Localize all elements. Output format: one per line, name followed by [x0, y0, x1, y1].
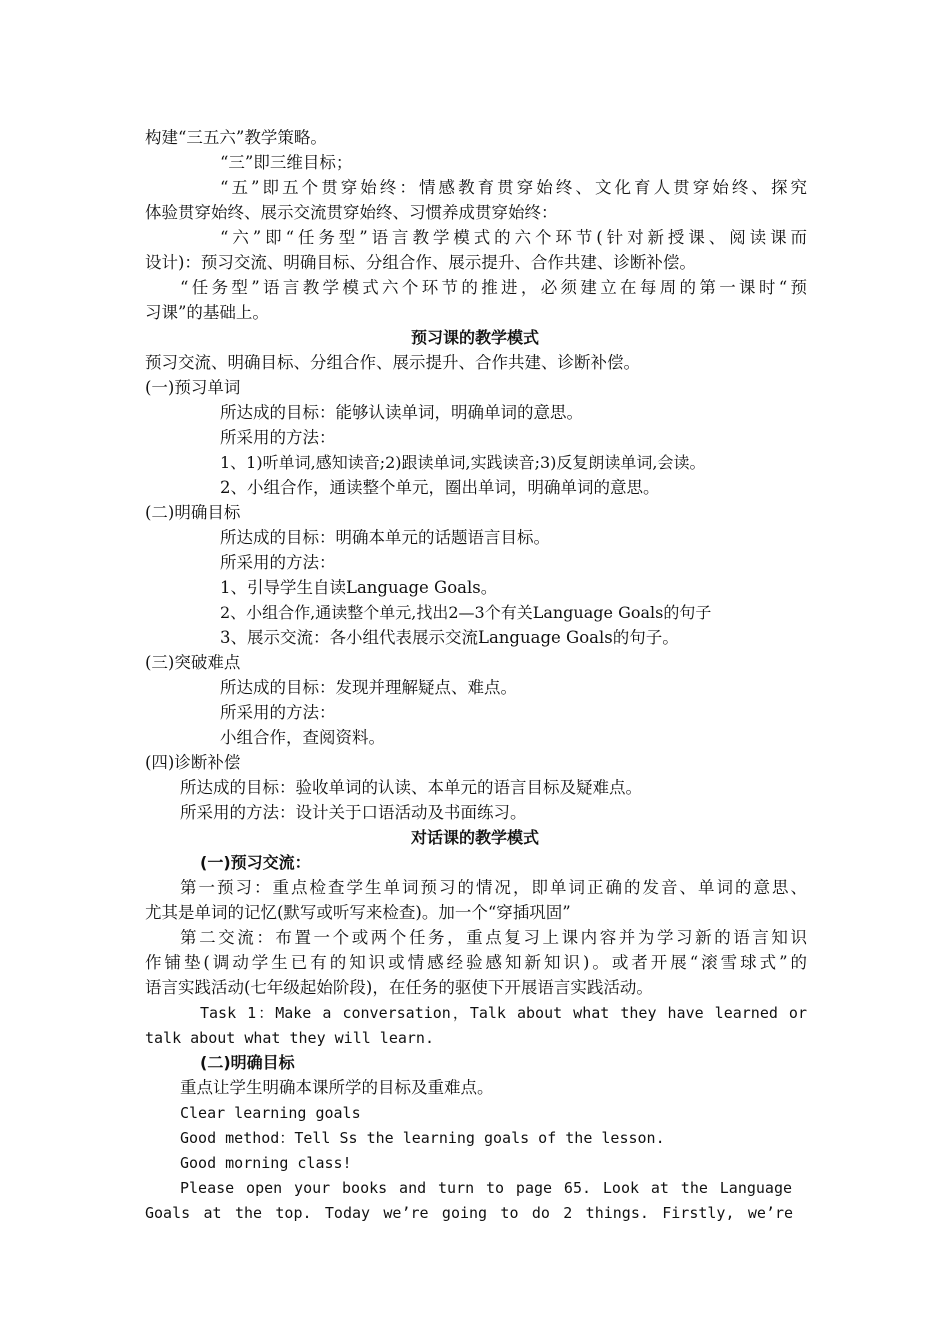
text-line: Good morning class! — [180, 1154, 352, 1172]
text-line: Good method：Tell Ss the learning goals of the lesson. — [180, 1129, 665, 1147]
subsection-title: (四)诊断补偿 — [145, 753, 241, 772]
text-line: 所采用的方法：设计关于口语活动及书面练习。 — [180, 803, 527, 822]
list-item: 3、展示交流：各小组代表展示交流Language Goals的句子。 — [220, 628, 679, 647]
text-line: 所达成的目标：发现并理解疑点、难点。 — [220, 678, 517, 697]
text-line: 所采用的方法： — [220, 553, 336, 572]
text-line: 习课”的基础上。 — [145, 303, 269, 322]
text-line: 重点让学生明确本课所学的目标及重难点。 — [180, 1078, 494, 1097]
text-line: Please open your books and turn to page 65. Look at the Language — [180, 1179, 792, 1197]
text-line: “任务型”语言教学模式六个环节的推进，必须建立在每周的第一课时“预 — [180, 278, 807, 297]
subsection-title: (一)预习交流： — [200, 853, 311, 872]
list-item: 2、小组合作，通读整个单元，圈出单词，明确单词的意思。 — [220, 478, 660, 497]
text-line: “五”即五个贯穿始终：情感教育贯穿始终、文化育人贯穿始终、探究 — [220, 178, 807, 197]
text-line: 所采用的方法： — [220, 428, 336, 447]
text-line: 所达成的目标：明确本单元的话题语言目标。 — [220, 528, 550, 547]
text-line: 所采用的方法： — [220, 703, 336, 722]
text-line: talk about what they will learn. — [145, 1029, 434, 1047]
text-line: Task 1：Make a conversation，Talk about what they have learned or — [200, 1004, 807, 1022]
text-line: 语言实践活动(七年级起始阶段)，在任务的驱使下开展语言实践活动。 — [145, 978, 653, 997]
text-line: 体验贯穿始终、展示交流贯穿始终、习惯养成贯穿始终： — [145, 203, 558, 222]
text-line: 尤其是单词的记忆(默写或听写来检查)。加一个“穿插巩固” — [145, 903, 571, 922]
subsection-title: (二)明确目标 — [200, 1053, 295, 1072]
text-line: “三”即三维目标； — [220, 153, 353, 172]
subsection-title: (一)预习单词 — [145, 378, 241, 397]
text-line: 作铺垫(调动学生已有的知识或情感经验感知新知识)。或者开展“滚雪球式”的 — [145, 953, 807, 972]
text-line: Goals at the top. Today we’re going to do 2 things. Firstly, we’re — [145, 1204, 793, 1222]
text-line: 预习交流、明确目标、分组合作、展示提升、合作共建、诊断补偿。 — [145, 353, 640, 372]
text-line: Clear learning goals — [180, 1104, 361, 1122]
text-line: 所达成的目标：能够认读单词，明确单词的意思。 — [220, 403, 583, 422]
text-line: “六”即“任务型”语言教学模式的六个环节(针对新授课、阅读课而 — [220, 228, 807, 247]
subsection-title: (三)突破难点 — [145, 653, 241, 672]
section-heading: 预习课的教学模式 — [410, 328, 539, 347]
text-line: 第二交流：布置一个或两个任务，重点复习上课内容并为学习新的语言知识 — [180, 928, 807, 947]
subsection-title: (二)明确目标 — [145, 503, 241, 522]
text-line: 小组合作，查阅资料。 — [220, 728, 385, 747]
list-item: 1、1)听单词,感知读音;2)跟读单词,实践读音;3)反复朗读单词,会读。 — [220, 453, 706, 472]
text-line: 构建“三五六”教学策略。 — [145, 128, 327, 147]
list-item: 1、引导学生自读Language Goals。 — [220, 578, 498, 597]
text-line: 第一预习：重点检查学生单词预习的情况，即单词正确的发音、单词的意思、 — [180, 878, 807, 897]
text-line: 所达成的目标：验收单词的认读、本单元的语言目标及疑难点。 — [180, 778, 642, 797]
text-line: 设计)：预习交流、明确目标、分组合作、展示提升、合作共建、诊断补偿。 — [145, 253, 696, 272]
list-item: 2、小组合作,通读整个单元,找出2—3个有关Language Goals的句子 — [220, 603, 712, 622]
section-heading: 对话课的教学模式 — [410, 828, 539, 847]
